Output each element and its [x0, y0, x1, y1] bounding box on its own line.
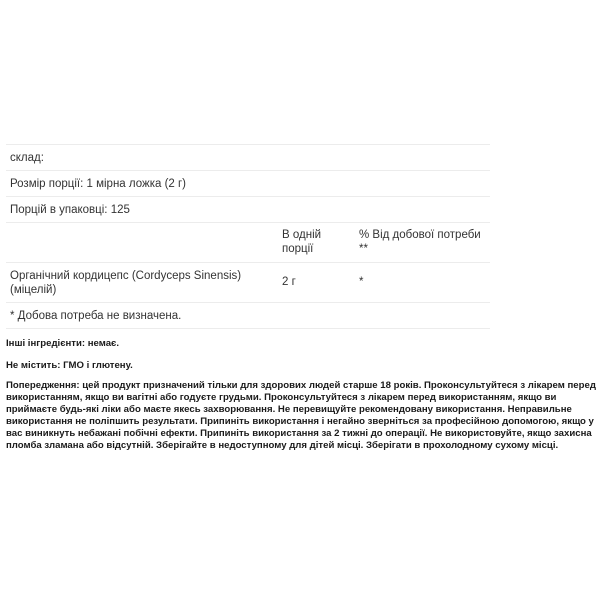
- warning-line: приймаєте будь-які ліки або маєте якесь захворювання. Не перевищуйте рекомендовану використання. Неправильне: [6, 404, 572, 415]
- header-ingredient: [10, 228, 282, 262]
- daily-value-footnote: * Добова потреба не визначена.: [6, 303, 490, 329]
- ingredient-name-line2: (міцелій): [10, 284, 57, 296]
- warning-line: Попередження: цей продукт призначений тільки для здорових людей старше 18 років. Проконсультуйтеся з лікарем перед: [6, 380, 596, 391]
- table-header-row: [6, 223, 490, 263]
- header-daily-value-line2: **: [359, 243, 368, 255]
- warning-line: використанням, якщо ви вагітні або годуєте грудьми. Проконсультуйтеся з лікарем перед використанням, якщо ви: [6, 392, 557, 403]
- ingredient-daily-value: *: [359, 276, 364, 288]
- warning-line: використання не поліпшить результати. Припиніть використання і негайно зверніться за професійною допомогою, якщо у: [6, 416, 594, 427]
- warning-line: пломба зламана або відсутній. Зберігайте в недоступному для дітей місці. Зберігати в прохолодному сухому місці.: [6, 440, 559, 451]
- facts-title: склад:: [6, 145, 490, 171]
- warning-text: [6, 380, 596, 452]
- servings-per-container: Порцій в упаковці: 125: [6, 197, 490, 223]
- header-per-serving-line1: В одній: [282, 229, 322, 241]
- supplement-facts-table: [6, 144, 490, 329]
- free-from-statement: Не містить: ГМО і глютену.: [6, 360, 133, 371]
- header-per-serving: [282, 228, 359, 262]
- ingredient-name: [10, 269, 282, 302]
- header-per-serving-line2: порції: [282, 243, 314, 255]
- ingredient-amount: 2 г: [282, 276, 296, 288]
- header-daily-value: [359, 228, 489, 262]
- header-daily-value-line1: % Від добової потреби: [359, 229, 481, 241]
- other-ingredients: Інші інгредієнти: немає.: [6, 338, 120, 349]
- serving-size: Розмір порції: 1 мірна ложка (2 г): [6, 171, 490, 197]
- warning-line: вас виникнуть небажані побічні ефекти. Припиніть використання за 2 тижні до операції. Не використовуйте, якщо захисна: [6, 428, 592, 439]
- ingredient-name-line1: Органічний кордицепс (Cordyceps Sinensis): [10, 270, 242, 282]
- table-row: [6, 263, 490, 303]
